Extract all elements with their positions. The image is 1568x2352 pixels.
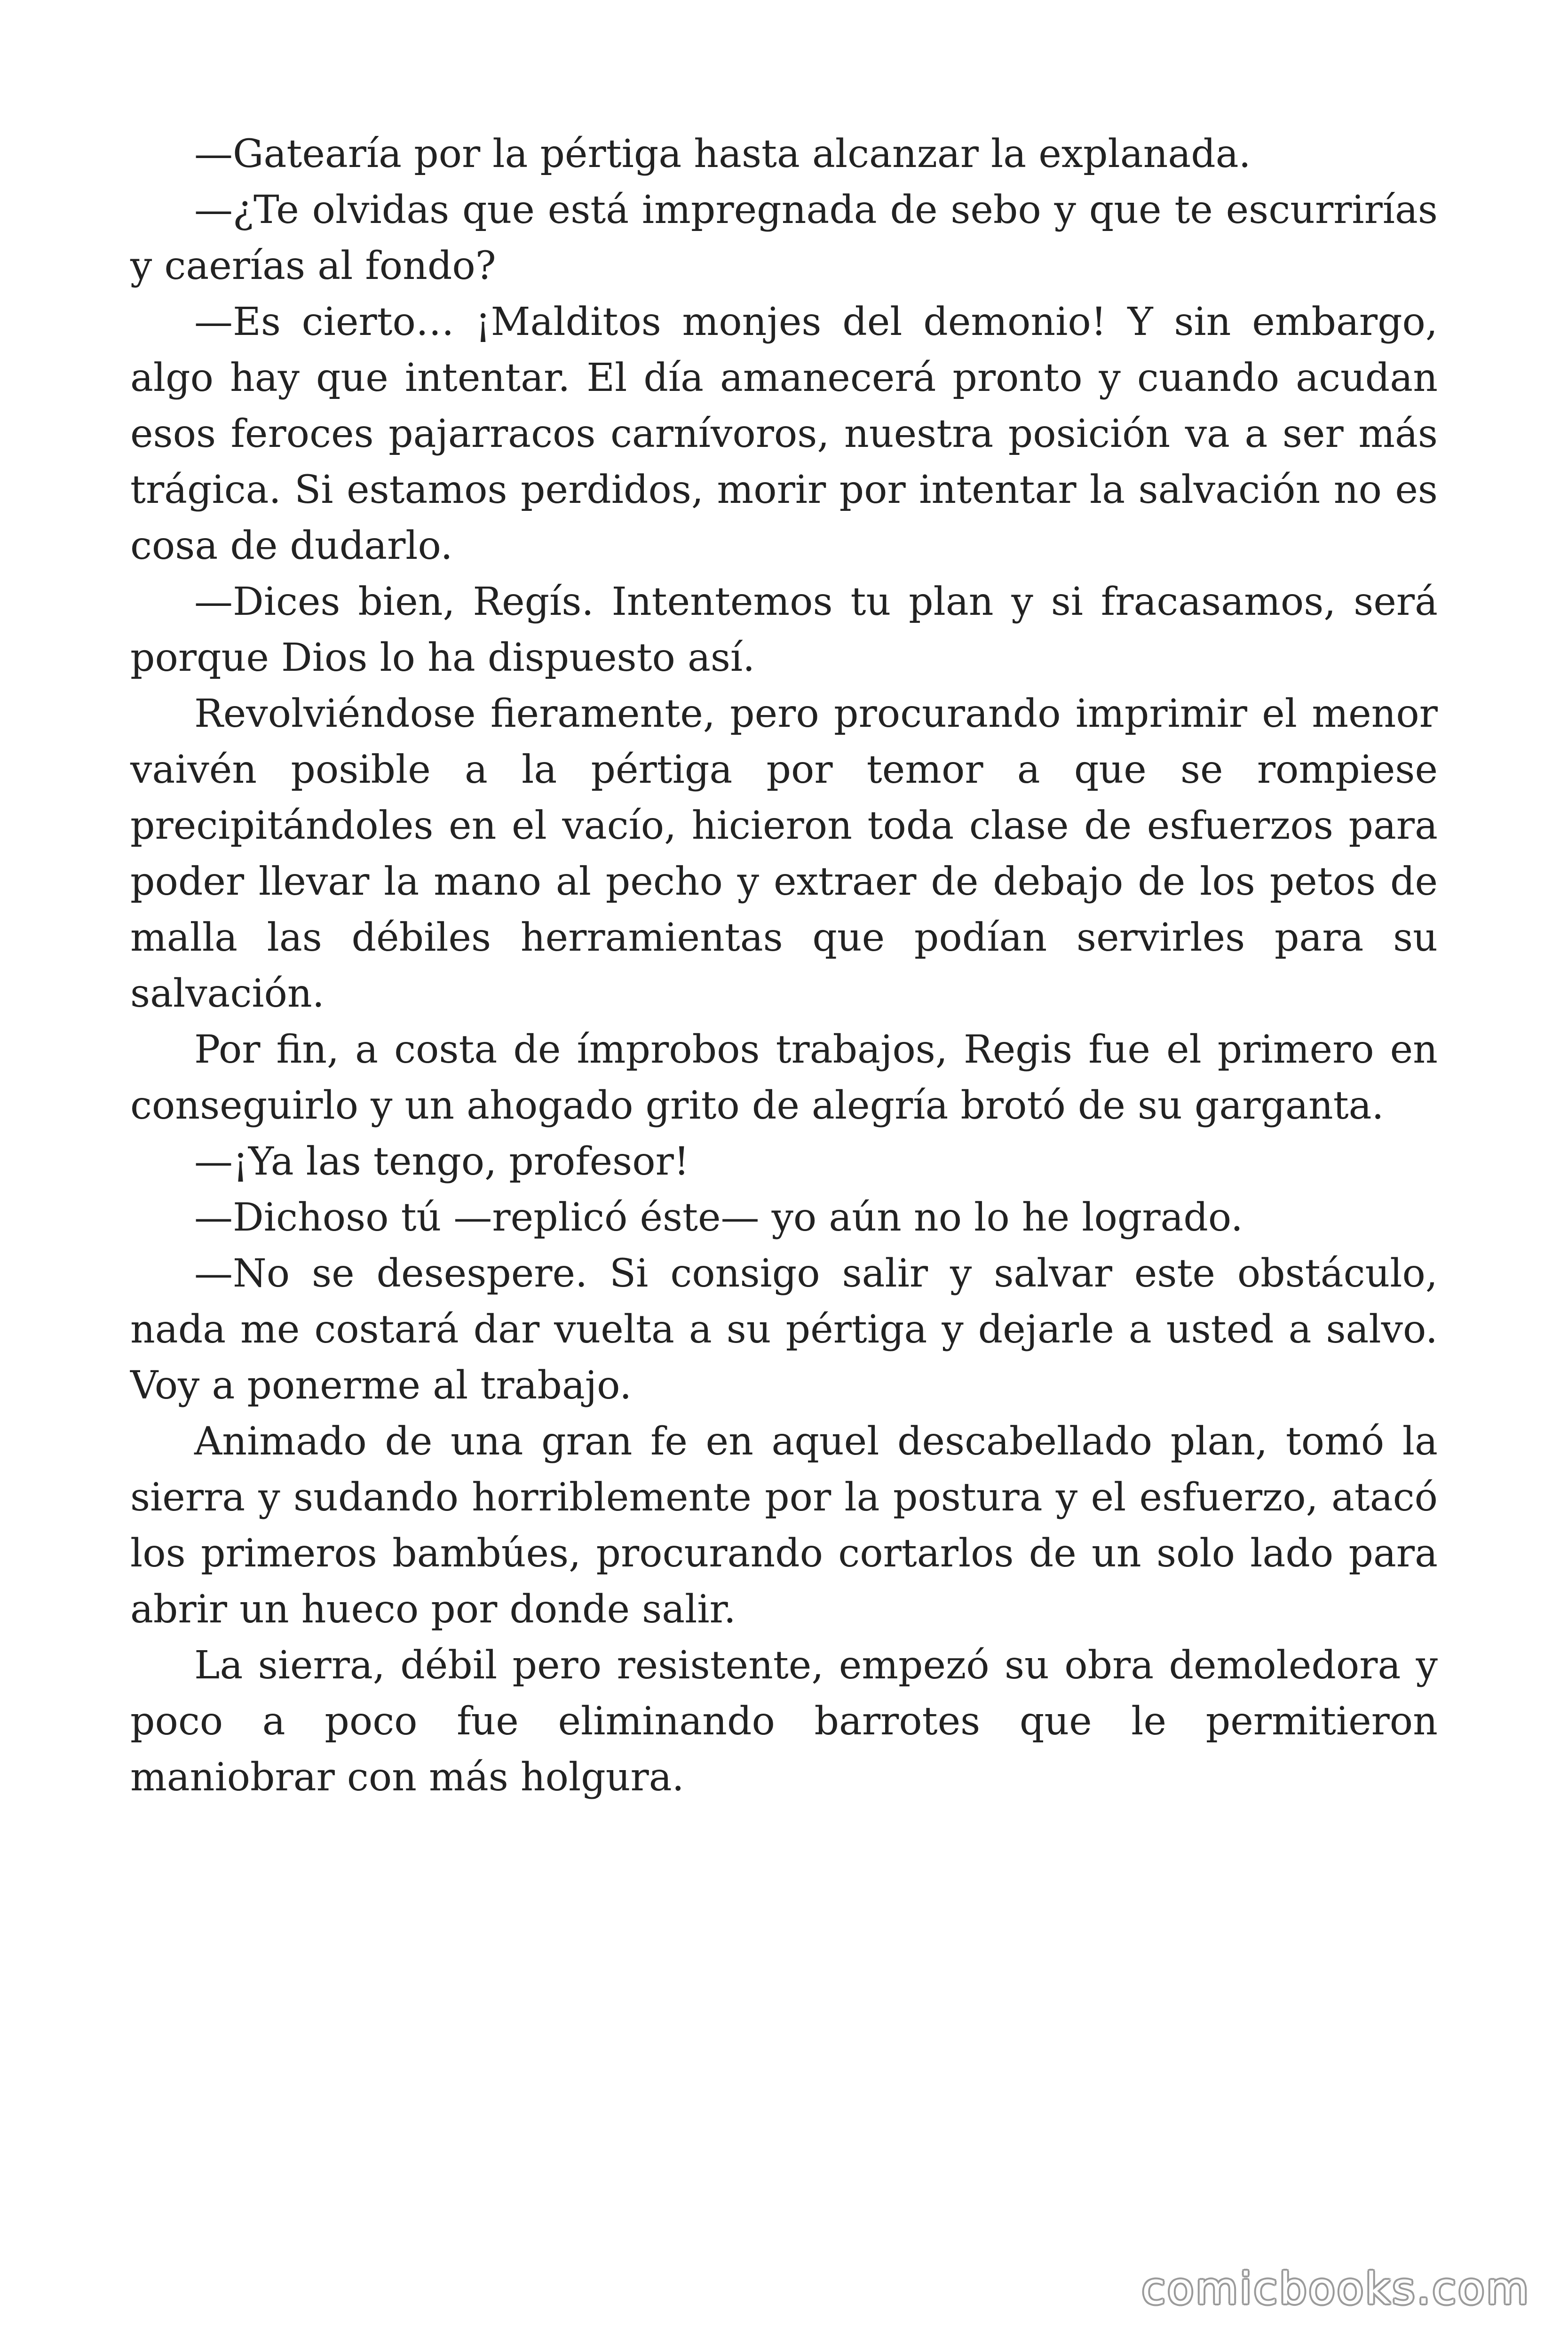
watermark: comicbooks.com bbox=[1141, 2264, 1530, 2314]
paragraph: —Dices bien, Regís. Intentemos tu plan y si fracasamos, será porque Dios lo ha dispuesto así. bbox=[130, 580, 1438, 680]
paragraph: —¡Ya las tengo, profesor! bbox=[194, 1139, 689, 1184]
paragraph: La sierra, débil pero resistente, empezó su obra demoledora y poco a poco fue eliminando barrotes que le permitieron maniobrar con más holgura. bbox=[130, 1643, 1438, 1800]
paragraph: —No se desespere. Si consigo salir y salvar este obstáculo, nada me costará dar vuelta a su pértiga y dejarle a usted a salvo. Voy a ponerme al trabajo. bbox=[130, 1251, 1438, 1408]
paragraph: Animado de una gran fe en aquel descabellado plan, tomó la sierra y sudando horriblemente por la postura y el esfuerzo, atacó los primeros bambúes, procurando cortarlos de un solo lado para abrir un hueco por donde salir. bbox=[130, 1419, 1438, 1632]
body-text bbox=[130, 126, 1438, 1805]
paragraph: —Gatearía por la pértiga hasta alcanzar la explanada. bbox=[194, 132, 1251, 176]
paragraph: Por fin, a costa de ímprobos trabajos, Regis fue el primero en conseguirlo y un ahogado grito de alegría brotó de su garganta. bbox=[130, 1027, 1438, 1128]
paragraph: —¿Te olvidas que está impregnada de sebo y que te escurrirías y caerías al fondo? bbox=[130, 188, 1438, 288]
paragraph: —Dichoso tú —replicó éste— yo aún no lo he logrado. bbox=[194, 1195, 1243, 1240]
paragraph: —Es cierto… ¡Malditos monjes del demonio! Y sin embargo, algo hay que intentar. El día amanecerá pronto y cuando acudan esos feroces pajarracos carnívoros, nuestra posición va a ser más trágica. Si estamos perdidos, morir por intentar la salvación no es cosa de dudarlo. bbox=[130, 300, 1438, 568]
paragraph: Revolviéndose fieramente, pero procurando imprimir el menor vaivén posible a la pértiga por temor a que se rompiese precipitándoles en el vacío, hicieron toda clase de esfuerzos para poder llevar la mano al pecho y extraer de debajo de los petos de malla las débiles herramientas que podían servirles para su salvación. bbox=[130, 691, 1438, 1016]
